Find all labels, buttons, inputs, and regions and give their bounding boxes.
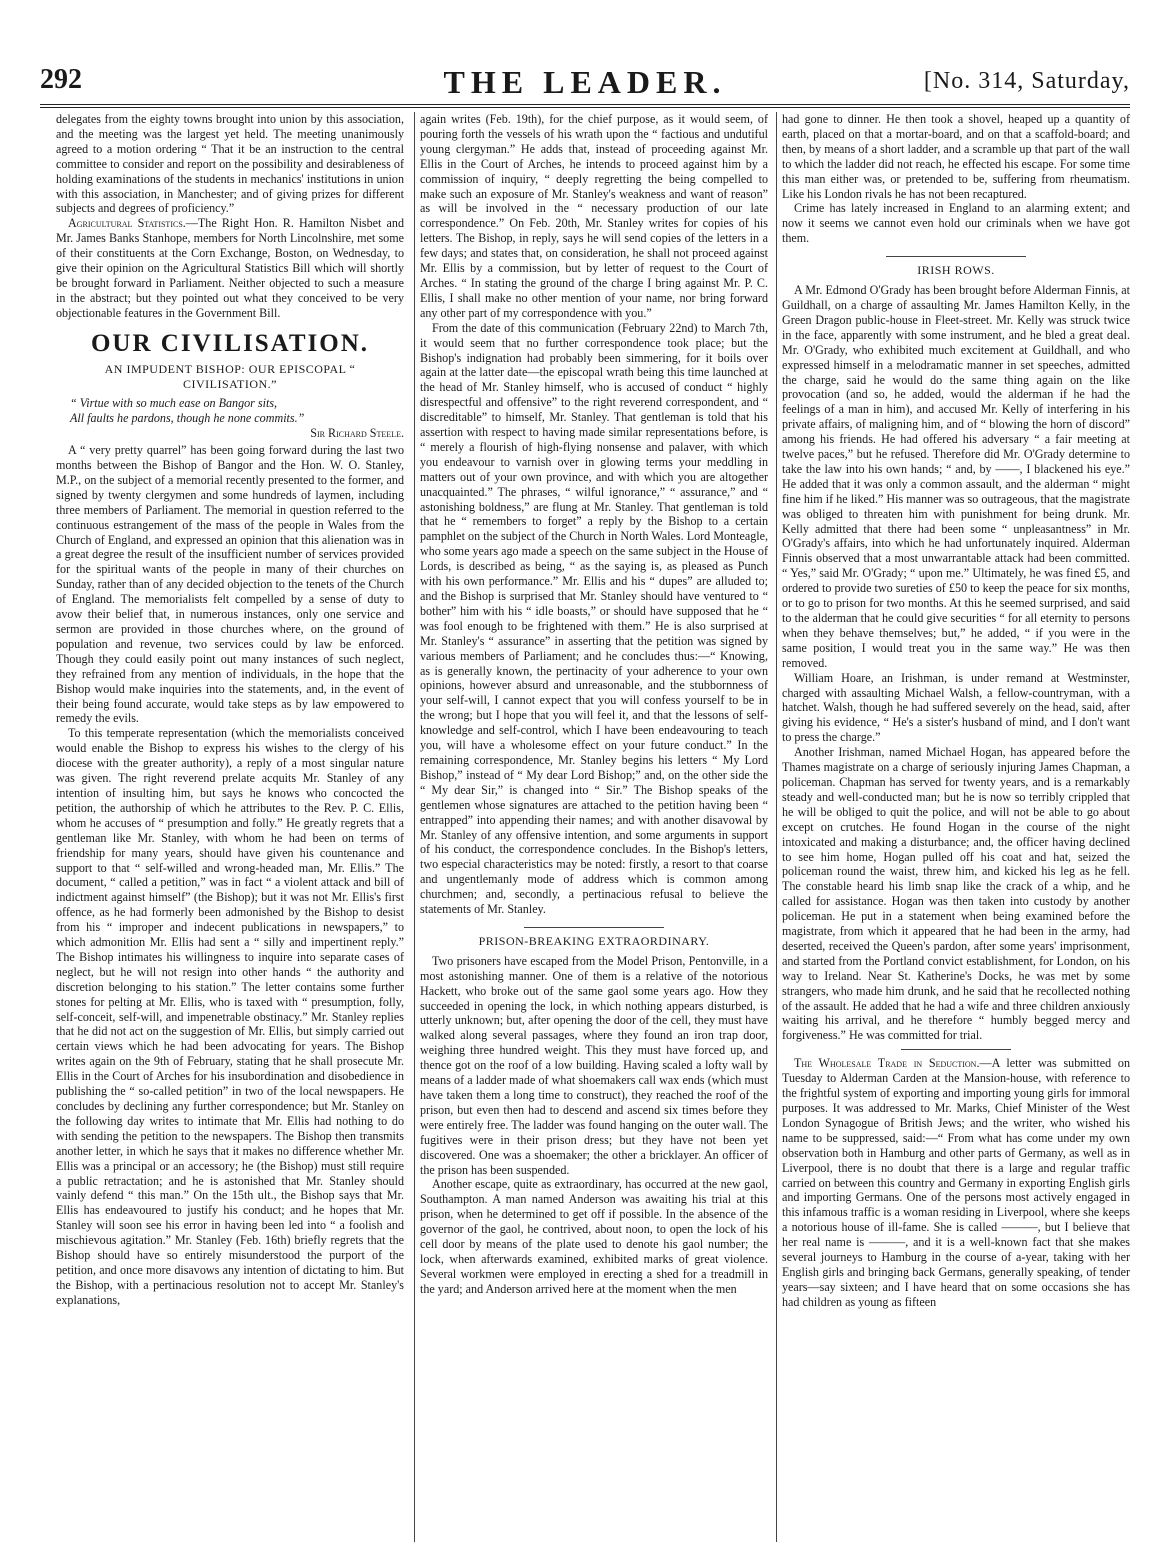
paragraph-text: —A letter was submitted on Tuesday to Alderman Carden at the Mansion-house, with reference to the frightful system of exporting and importing young girls for immoral purposes. It was addressed to Mr. Marks, Chief Minister of the West London Synagogue of British Jews; and the writer, who wished his name to be suppressed, said:—“ From what has come under my own observation both in Hamburg and other parts of Germany, as well as in Liverpool, there is no doubt that there is a large and regular traffic carried on between this country and Germany in exporting English girls and importing Germans. One of the persons most actively engaged in this infamous traffic is a woman residing in Liverpool, where she keeps a notorious house of ill-fame. She is called ———, but I believe that her real name is ———, and it is a well-known fact that she makes several journeys to Hamburg in the course of a-year, taking with her English girls and bringing back Germans, generally speaking, of tender years—say sixteen; and I have heard that on some occasions she has had children as young as fifteen bbox=[782, 1056, 1130, 1309]
article-title: AN IMPUDENT BISHOP: OUR EPISCOPAL “ CIVILISATION.” bbox=[104, 361, 356, 391]
column-2 bbox=[420, 112, 768, 1542]
epigraph-attribution: Sir Richard Steele. bbox=[310, 426, 404, 441]
header-rule bbox=[40, 104, 1130, 105]
wholesale-trade-paragraph bbox=[782, 1056, 1130, 1309]
article-heading bbox=[420, 927, 768, 949]
paragraph: A Mr. Edmond O'Grady has been brought before Alderman Finnis, at Guildhall, on a charge of assaulting Mr. James Hamilton Kelly, in the Green Dragon public-house in Fleet-street. Mr. Kelly was struck twice in the face, apparently with some instrument, and he bled a great deal. Mr. O'Grady, who exhibited much excitement at Guildhall, and who expressed himself in a melodramatic manner in set speeches, admitted the charge, said he would do the same thing again on the like provocation (and so, he added, would the alderman if he had the feelings of a man in him), and accused Mr. Kelly of interfering in his private affairs, of maligning him, and of “ blowing the horn of discord” among his friends. He had offered his adversary “ a fair meeting at twelve paces,” but he refused. Therefore did Mr. O'Grady determine to take the law into his own hands; “ and, by ——, I blackened his eye.” He added that it was only a common assault, and the alderman “ might fine him if he liked.” His manner was so outrageous, that the magistrate was obliged to threaten him with punishment for being drunk. Mr. Kelly admitted that there had been some “ unpleasantness” in Mr. O'Grady's affairs, into which he had unfortunately inquired. Alderman Finnis observed that a most unwarrantable attack had been committed. “ Yes,” said Mr. O'Grady; “ upon me.” Ultimately, he was fined £5, and ordered to provide two sureties of £50 to keep the peace for six months, or to go to prison for two months. At this he seemed surprised, and said to the alderman that he could give securities “ for all eternity to persons when they behave themselves; but,” he added, “ if you were in the same position, I would treat you in the same way.” He was then removed. bbox=[782, 283, 1130, 670]
paragraph: again writes (Feb. 19th), for the chief purpose, as it would seem, of pouring forth the vessels of his wrath upon the “ factious and undutiful young clergyman.” He adds that, instead of proceeding against Mr. Ellis in the Court of Arches, he intends to proceed against him by a commission of inquiry, “ deeply regretting the being compelled to make such an exposure of Mr. Stanley's weakness and want of reason” as will be involved in the “ necessary production of our late correspondence.” On Feb. 20th, Mr. Stanley writes for copies of his letters. The Bishop, in reply, says he will send copies of the letters in a few days; and states that, on consideration, he shall not proceed against Mr. Ellis by a commission, but by letter of request to the Court of Arches. “ In stating the ground of the charge I bring against Mr. P. C. Ellis, I shall make no other mention of your name, nor bring forward any other part of my correspondence with you.” bbox=[420, 112, 768, 320]
paragraph: Crime has lately increased in England to an alarming extent; and now it seems we cannot even hold our criminals when we have got them. bbox=[782, 201, 1130, 246]
page-header bbox=[40, 64, 1130, 102]
epigraph-line: “ Virtue with so much ease on Bangor sits, bbox=[70, 396, 278, 411]
paragraph: Another escape, quite as extraordinary, has occurred at the new gaol, Southampton. A man named Anderson was awaiting his trial at this prison, when he determined to get off if possible. In the absence of the governor of the gaol, he contrived, about noon, to open the lock of his cell door by means of the plate used to denote his gaol number; the lock, when afterwards examined, exhibited marks of great violence. Several workmen were employed in erecting a shed for a treadmill in the yard; and Anderson arrived here at the moment when the men bbox=[420, 1177, 768, 1296]
separator-rule bbox=[901, 1049, 1011, 1050]
paragraph-text: —The Right Hon. R. Hamilton Nisbet and Mr. James Banks Stanhope, members for North Lincolnshire, met some of their constituents at the Corn Exchange, Boston, on Wednesday, to give their opinion on the Agricultural Statistics Bill which will shortly be brought forward in Parliament. Neither objected to such a measure in the abstract; but they pointed out what they conceived to be very objectionable features in the Government Bill. bbox=[56, 216, 404, 320]
paragraph: To this temperate representation (which the memorialists conceived would enable the Bishop to express his wishes to the clergy of his diocese with the greater authority), a reply of a most singular nature was given. The right reverend prelate acquits Mr. Stanley of any intention of insulting him, but says he knows who concocted the petition, the authorship of which he attributes to the Rev. P. C. Ellis, whom he accuses of “ presumption and folly.” He greatly regrets that a gentleman like Mr. Stanley, with whom he had been on terms of friendship for many years, should have given his countenance and support to that “ self-willed and wrong-headed man, Mr. Ellis.” The document, “ called a petition,” was in fact “ a violent attack and bill of indictment against himself” (the Bishop); but it was not Mr. Ellis's first offence, as he had formerly been admonished by the Bishop to desist from his “ improper and indecent publications in newspapers,” to which admonition Mr. Ellis had sent a “ silly and impertinent reply.” The Bishop intimates his willingness to inquire into separate cases of neglect, but he will not resign into other hands “ the authority and discretion belonging to his station.” The letter contains some further stones for pelting at Mr. Ellis, who is taxed with “ presumption, folly, self-conceit, self-will, and impenetrable obstinacy.” Mr. Stanley replies that he did not act on the suggestion of Mr. Ellis, but simply carried out certain views which he had been advocating for years. The Bishop writes again on the 9th of February, stating that he shall prosecute Mr. Ellis in the Court of Arches for his insubordination and disobedience in publishing the “ so-called petition” in two of the local newspapers. He concludes by declining any further correspondence; but Mr. Stanley on the following day writes to intimate that Mr. Ellis had nothing to do with sending the petition to the newspapers. The Bishop then transmits another letter, in which he says that it makes no difference whether Mr. Ellis was a principal or an accessory; he (the Bishop) must still require a public retractation; and he is astonished that Mr. Stanley should vainly defend “ this man.” On the 15th ult., the Bishop says that Mr. Ellis has endeavoured to justify his conduct; and he hopes that Mr. Stanley will soon see his error in having been led into “ a foolish and mischievous agitation.” Mr. Stanley (Feb. 16th) briefly regrets that the Bishop should have so entirely misunderstood the purport of the petition, and once more disavows any intention of dictating to him. But the Bishop, with a pertinacious resolution not to accept Mr. Stanley's explanations, bbox=[56, 726, 404, 1307]
column-1 bbox=[56, 112, 404, 1542]
epigraph-line: All faults he pardons, though he none commits.” bbox=[70, 411, 305, 426]
heading-rule bbox=[886, 256, 1026, 257]
masthead: THE LEADER. bbox=[443, 64, 727, 100]
run-in-heading: The Wholesale Trade in Seduction. bbox=[794, 1056, 980, 1071]
paragraph: From the date of this communication (February 22nd) to March 7th, it would seem that no further correspondence took place; but the Bishop's indignation had probably been simmering, for it boils over again at the latter date—the episcopal wrath being this time launched at the head of Mr. Stanley himself, who is accused of conduct “ highly disrespectful and offensive” to the right reverend correspondent, and “ discreditable” to himself, Mr. Stanley. That gentleman is told that his assertion with respect to having made similar representations before, is “ merely a flourish of high-flying nonsense and palaver, with which you endeavour to varnish over in glowing terms your meddling in matters out of your own province, and with which you are altogether unacquainted.” The phrases, “ wilful ignorance,” “ assurance,” and “ astonishing boldness,” are flung at Mr. Stanley. That gentleman is told that he “ remembers to forget” a reply by the Bishop to a certain pamphlet on the subject of the Church in North Wales. Lord Monteagle, who some years ago made a speech on the same subject in the House of Lords, is described as being, “ as the saying is, as pleased as Punch with his own performance.” Mr. Ellis and his “ dupes” are alluded to; and the Bishop is surprised that Mr. Stanley should have ventured to “ bother” him with his “ idle boasts,” or should have supposed that he “ was fool enough to be frightened with them.” He is also surprised at Mr. Stanley's “ assurance” in asserting that the petition was signed by various members of Parliament; and he concludes thus:—“ Knowing, as is generally known, the pertinacity of your adherence to your own opinions, however absurd and unreasonable, and the stubbornness of your self-will, I cannot expect that you will confess yourself to be in the wrong; but I hope that you will feel it, and that the lessons of self-knowledge and self-control, which I have been endeavouring to teach you, will have a wholesome effect on your future conduct.” In the remaining correspondence, Mr. Stanley begins his letters “ My Lord Bishop,” instead of “ My dear Lord Bishop;” and, on the other side the “ My dear Sir,” is changed into “ Sir.” The Bishop speaks of the gentlemen whose signatures are attached to the petition having been “ entrapped” into appending their names; and with another disavowal by Mr. Stanley of any offensive intention, and some arguments in support of his conduct, the correspondence concludes. In the Bishop's letters, two especial characteristics may be noted: firstly, a resort to that coarse and ungentlemanly mode of address which is common among churchmen; and, secondly, a pertinacious refusal to believe the statements of Mr. Stanley. bbox=[420, 320, 768, 917]
column-3 bbox=[782, 112, 1130, 1542]
article-title: IRISH ROWS. bbox=[917, 263, 995, 278]
paragraph: William Hoare, an Irishman, is under remand at Westminster, charged with assaulting Michael Walsh, a fellow-countryman, with a hatchet. Walsh, though he had suffered severely on the head, said, after giving his evidence, “ He's a sister's husband of mind, and I don't want to press the charge.” bbox=[782, 670, 1130, 745]
paragraph: Another Irishman, named Michael Hogan, has appeared before the Thames magistrate on a charge of seriously injuring James Chapman, a policeman. Chapman has served for twenty years, and is a remarkably steady and well-conducted man; but he is now so terribly crippled that he will be obliged to quit the police, and will not be able to go about except on crutches. He found Hogan in the course of the night intoxicated and making a disturbance; and, the officer having declined to see him home, Hogan pulled off his coat and hat, seized the policeman round the waist, threw him, and kicked his leg as he fell. The constable heard his limb snap like the crack of a whip, and he called for assistance. Hogan was then taken into custody by another policeman. He put in a statement when being examined before the magistrate, from which it appeared that he had been in the army, had deserted, received the Queen's pardon, after some years' imprisonment, and started from the Portland convict establishment, for London, on his way to Ireland. Near St. Katherine's Docks, he was met by some strangers, who made him drunk, and he said that he recollected nothing of the assault. He added that he had a wife and three children anxiously waiting his arrival, and he therefore “ humbly begged mercy and forgiveness.” He was committed for trial. bbox=[782, 745, 1130, 1043]
paragraph: A “ very pretty quarrel” has been going forward during the last two months between the Bishop of Bangor and the Hon. W. O. Stanley, M.P., on the subject of a memorial recently presented to the former, and signed by twenty clergymen and some hundreds of laymen, including three members of Parliament. The memorial in question referred to the continuous estrangement of the mass of the people in Wales from the Church of England, and expressed an opinion that this alienation was in a great degree the result of the insufficient number of services provided for the spiritual wants of the people in many of their churches on Sunday, rather than of any decided objection to the tenets of the Church of England. The memorialists felt compelled by a sense of duty to avow their belief that, in numerous instances, only one service and sermon are provided in those churches where, on the ground of population and revenue, two services could by law be enforced. Though they could easily point out many instances of such neglect, they refrained from any mention of individuals, in the hope that the Bishop would make inquiries into the statements, and, in the event of their being found accurate, would take steps as by law empowered to remedy the evils. bbox=[56, 443, 404, 726]
paragraph: had gone to dinner. He then took a shovel, heaped up a quantity of earth, placed on that a mortar-board, and on that a scaffold-board; and then, by means of a short ladder, and a scramble up that part of the wall to which the ladder did not reach, he effected his escape. For some time this man either was, or pretended to be, suffering from rheumatism. Like his London rivals he has not been recaptured. bbox=[782, 112, 1130, 201]
agricultural-statistics-paragraph bbox=[56, 216, 404, 320]
paragraph: Two prisoners have escaped from the Model Prison, Pentonville, in a most astonishing manner. One of them is a relative of the notorious Hackett, who broke out of the same gaol some years ago. How they succeeded in opening the lock, in which nothing appears disturbed, is utterly unknown; but, after opening the door of the cell, they must have walked along several passages, where they found an iron trap door, weighing three hundred weight. This they must have forced up, and thence got on the roof of a low building. Having scaled a lofty wall by means of a ladder made of what shoemakers call wax ends (which must have taken them a long time to construct), they reached the roof of the prison, but even then had to descend and ascend six times before they were entirely free. The ladder was found hanging on the outer wall. The fugitives were in their prison dress; but they have not been yet discovered. One was a shoemaker; the other a bricklayer. An officer of the prison has been suspended. bbox=[420, 953, 768, 1177]
article-heading bbox=[782, 256, 1130, 278]
section-title: OUR CIVILISATION. bbox=[90, 329, 370, 357]
issue-line: [No. 314, Saturday, bbox=[923, 68, 1130, 94]
page-number: 292 bbox=[40, 64, 82, 95]
run-in-heading: Agricultural Statistics. bbox=[68, 216, 186, 231]
header-rule-thin bbox=[40, 107, 1130, 108]
heading-rule bbox=[524, 927, 664, 928]
paragraph: delegates from the eighty towns brought into union by this association, and the meeting was the largest yet held. The meeting unanimously agreed to a motion ordering “ That it be an instruction to the central committee to consider and report on the possibility and desirableness of holding examinations of the students in mechanics' institutions in union with this association, in Manchester; and of giving prizes for different subjects and degrees of proficiency.” bbox=[56, 112, 404, 216]
column-divider bbox=[776, 112, 777, 1542]
article-title: PRISON-BREAKING EXTRAORDINARY. bbox=[478, 933, 710, 948]
column-divider bbox=[414, 112, 415, 1542]
